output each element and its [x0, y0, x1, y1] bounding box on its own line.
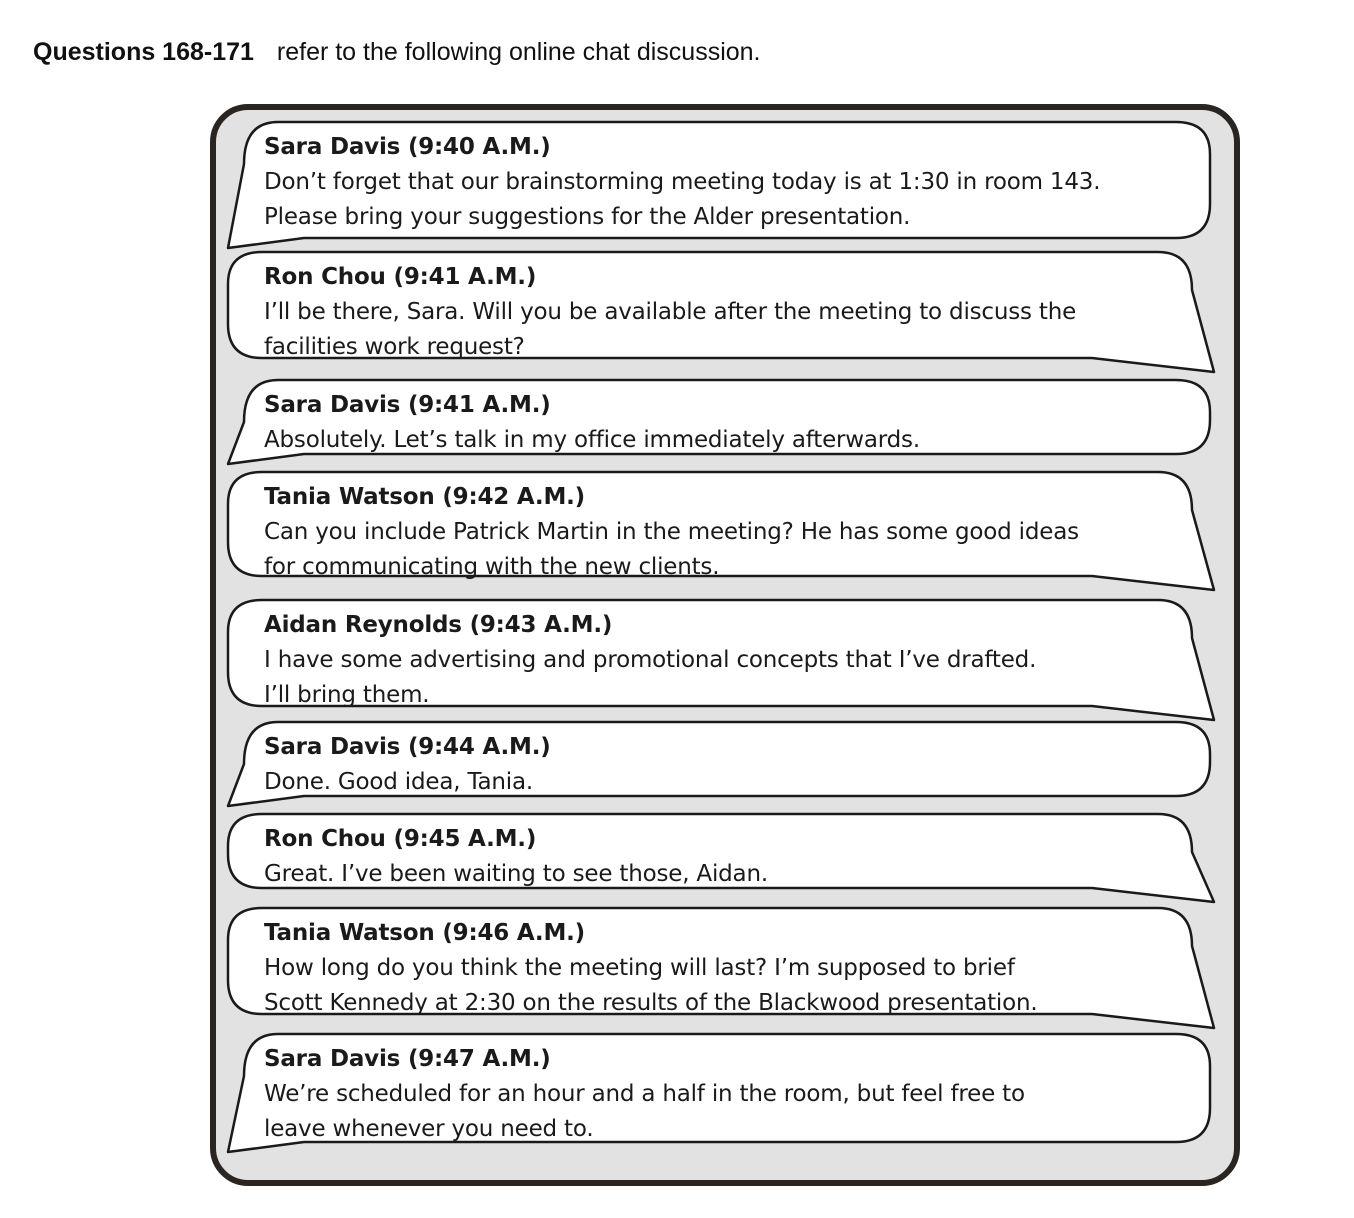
message-content [264, 916, 1200, 1021]
message-content [264, 260, 1200, 365]
message-text-line: for communicating with the new clients. [264, 554, 720, 580]
message-sender: Sara Davis (9:47 A.M.) [264, 1046, 551, 1072]
message-text-line: I’ll be there, Sara. Will you be available after the meeting to discuss the [264, 299, 1077, 325]
message-sender: Sara Davis (9:44 A.M.) [264, 734, 551, 760]
chat-message [222, 470, 1230, 580]
message-text-line: Great. I’ve been waiting to see those, Aidan. [264, 861, 768, 887]
message-text-line: Can you include Patrick Martin in the meeting? He has some good ideas [264, 519, 1079, 545]
question-range: Questions 168-171 [33, 38, 254, 66]
message-sender: Ron Chou (9:41 A.M.) [264, 264, 537, 290]
chat-message [222, 250, 1230, 358]
message-text-line: leave whenever you need to. [264, 1116, 594, 1142]
question-header [33, 38, 761, 67]
chat-message [222, 120, 1230, 238]
chat-message [222, 378, 1230, 454]
message-text-line: Scott Kennedy at 2:30 on the results of the Blackwood presentation. [264, 990, 1038, 1016]
chat-message [222, 906, 1230, 1014]
message-text-line: I’ll bring them. [264, 682, 430, 708]
message-content [264, 822, 1200, 892]
message-content [264, 608, 1200, 713]
message-text-line: We’re scheduled for an hour and a half in the room, but feel free to [264, 1081, 1025, 1107]
chat-message [222, 812, 1230, 888]
message-sender: Sara Davis (9:40 A.M.) [264, 134, 551, 160]
message-sender: Aidan Reynolds (9:43 A.M.) [264, 612, 613, 638]
message-content [264, 388, 1200, 458]
message-text-line: How long do you think the meeting will last? I’m supposed to brief [264, 955, 1015, 981]
message-text-line: Please bring your suggestions for the Alder presentation. [264, 204, 911, 230]
message-content [264, 480, 1200, 585]
message-content [264, 730, 1200, 800]
message-content [264, 1042, 1200, 1147]
chat-message [222, 720, 1230, 796]
message-sender: Ron Chou (9:45 A.M.) [264, 826, 537, 852]
message-text-line: I have some advertising and promotional concepts that I’ve drafted. [264, 647, 1037, 673]
message-text-line: facilities work request? [264, 334, 525, 360]
message-text-line: Absolutely. Let’s talk in my office immediately afterwards. [264, 427, 920, 453]
question-instruction: refer to the following online chat discussion. [276, 38, 761, 66]
message-text-line: Done. Good idea, Tania. [264, 769, 533, 795]
message-content [264, 130, 1200, 235]
chat-message [222, 1032, 1230, 1142]
message-sender: Sara Davis (9:41 A.M.) [264, 392, 551, 418]
chat-message [222, 598, 1230, 706]
message-sender: Tania Watson (9:42 A.M.) [264, 484, 585, 510]
message-sender: Tania Watson (9:46 A.M.) [264, 920, 585, 946]
message-text-line: Don’t forget that our brainstorming meeting today is at 1:30 in room 143. [264, 169, 1101, 195]
